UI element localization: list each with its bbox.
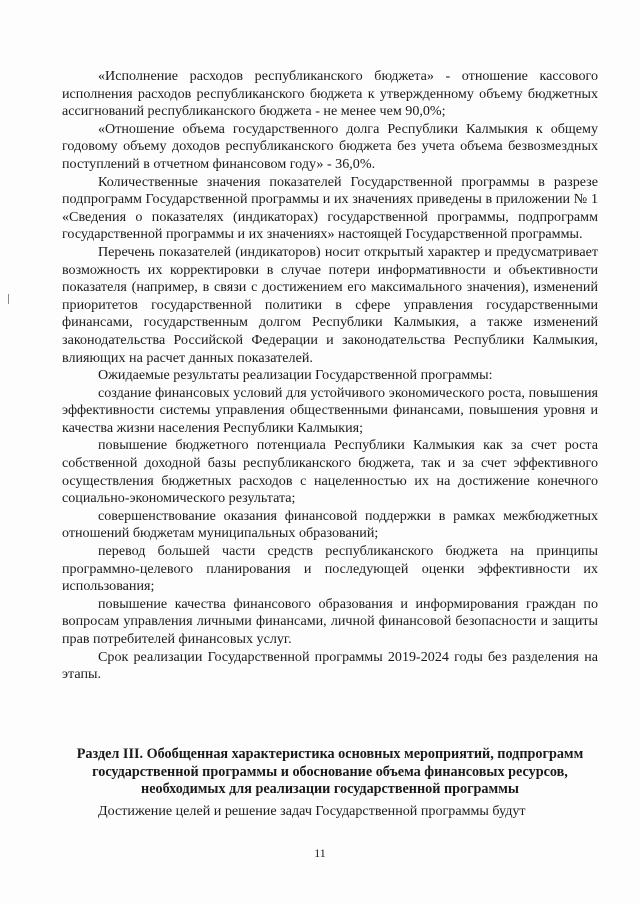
paragraph-result-interbudget-support: совершенствование оказания финансовой поддержки в рамках межбюджетных отношений бюджетам муниципальных образований; <box>62 507 598 542</box>
paragraph-program-term: Срок реализации Государственной программы 2019-2024 годы без разделения на этапы. <box>62 648 598 683</box>
paragraph-section-intro: Достижение целей и решение задач Государственной программы будут <box>98 803 526 819</box>
paragraph-expected-results: Ожидаемые результаты реализации Государственной программы: <box>98 367 493 384</box>
paragraph-result-financial-conditions: создание финансовых условий для устойчивого экономического роста, повышения эффективности системы управления общественными финансами, повышения уровня и качества жизни населения Республики Калмыкия; <box>62 384 598 436</box>
margin-mark <box>8 294 9 304</box>
section-title: Раздел III. Обобщенная характеристика основных мероприятий, подпрограмм государственной программы и обоснование объема финансовых ресурсов, необходимых для реализации государственной программы <box>76 746 584 798</box>
paragraph-debt-ratio: «Отношение объема государственного долга Республики Калмыкия к общему годовому объему доходов республиканского бюджета без учета объема безвозмездных поступлений в отчетном финансовом году» - 36,0%. <box>62 120 598 172</box>
paragraph-result-budget-potential: повышение бюджетного потенциала Республики Калмыкия как за счет роста собственной доходной базы республиканского бюджета, так и за счет эффективного осуществления бюджетных расходов с нацеленностью их на достижение конечного социально-экономического результата; <box>62 437 598 507</box>
paragraph-indicator-values: Количественные значения показателей Государственной программы в разрезе подпрограмм Государственной программы и их значениях приведены в приложении № 1 «Сведения о показателях (индикаторах) государственной программы, подпрограмм государственной программы и их значениях» настоящей Государственной программы. <box>62 173 598 243</box>
page-number: 11 <box>314 846 326 860</box>
paragraph-indicator-list: Перечень показателей (индикаторов) носит открытый характер и предусматривает возможность их корректировки в случае потери информативности и объективности показателя (например, в связи с достижением его максимального значения), изменений приоритетов государственной политики в сфере управления государственными финансами, государственным долгом Республики Калмыкия, а также изменений законодательства Российской Федерации и законодательства Республики Калмыкия, влияющих на расчет данных показателей. <box>62 243 598 366</box>
paragraph-budget-execution: «Исполнение расходов республиканского бюджета» - отношение кассового исполнения расходов республиканского бюджета к утвержденному объему бюджетных ассигнований республиканского бюджета - не менее чем 90,0%; <box>62 68 598 120</box>
paragraph-result-program-planning: перевод большей части средств республиканского бюджета на принципы программно-целевого планирования и последующей оценки эффективности их использования; <box>62 543 598 595</box>
body-text <box>62 68 598 684</box>
paragraph-result-financial-literacy: повышение качества финансового образования и информирования граждан по вопросам управления личными финансами, личной финансовой безопасности и защиты прав потребителей финансовых услуг. <box>62 595 598 647</box>
